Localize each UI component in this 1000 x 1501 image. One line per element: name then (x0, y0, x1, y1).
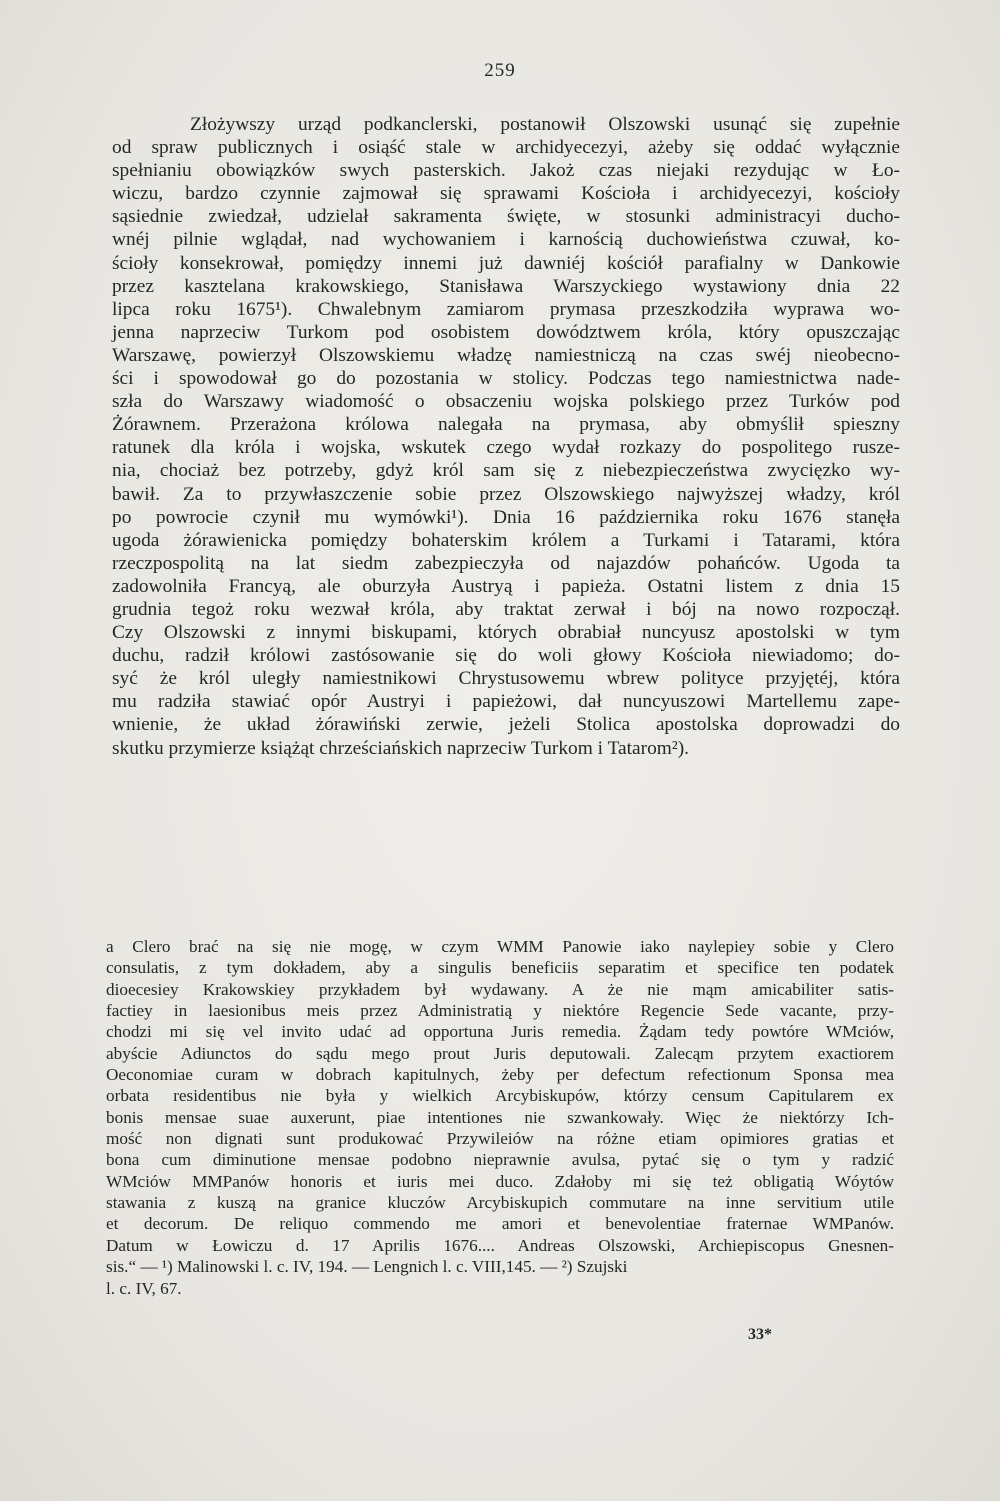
main-text-line: wnienie, że układ żórawiński zerwie, jeżeli Stolica apostolska doprowadzi do (112, 714, 900, 736)
main-text-line: Żórawnem. Przerażona królowa nalegała na prymasa, aby obmyślił spieszny (112, 414, 900, 436)
footnote-line: a Clero brać na się nie mogę, w czym WMM Panowie iako naylepiey sobie y Clero (106, 937, 894, 956)
signature-mark: 33* (748, 1326, 772, 1343)
footnote-line: consulatis, z tym dokładem, aby a singulis beneficiis separatim et specifice ten podatek (106, 958, 894, 978)
main-text-line: wnéj pilnie wglądał, nad wychowaniem i karnością duchowieństwa czuwał, ko- (112, 229, 900, 251)
main-text-line: spełnianiu obowiązków swych pasterskich. Jakoż czas niejaki rezydując w Ło- (112, 160, 900, 182)
main-text-line: lipca roku 1675¹). Chwalebnym zamiarom prymasa przeszkodziła wyprawa wo- (112, 298, 900, 320)
main-text-line: sąsiednie zwiedzał, udzielał sakramenta święte, w stosunki administracyi ducho- (112, 206, 900, 228)
main-text-line: skutku przymierze książąt chrześciańskich naprzeciw Turkom i Tatarom²). (112, 737, 690, 759)
footnote-line: chodzi mi się vel invito udać ad opportuna Juris remedia. Żądam tedy powtóre WMciów, (106, 1022, 894, 1042)
main-text-line: ugoda żórawienicka pomiędzy bohaterskim królem a Turkami i Tatarami, która (112, 529, 900, 551)
main-text-line: syć że król uległy namiestnikowi Chrystusowemu wbrew polityce przyjętéj, która (112, 668, 900, 690)
footnote-line: WMciów MMPanów honoris et iuris mei duco. Zdałoby mi się też obligatią Wóytów (106, 1171, 894, 1191)
main-text (112, 113, 900, 760)
footnote-line: bonis mensae suae auxerunt, piae intentiones nie szwankowały. Więc że niektórzy Ich- (106, 1107, 894, 1127)
main-text-line: Warszawę, powierzył Olszowskiemu władzę namiestniczą na czas swéj nieobecno- (112, 344, 900, 366)
main-text-line: mu radziła stawiać opór Austryi i papieżowi, dał nuncyuszowi Martellemu zape- (112, 691, 900, 713)
footnote-line: factiey in laesionibus meis przez Administratią y niektóre Regencie Sede vacante, przy- (106, 1001, 894, 1021)
main-text-line: rzeczpospolitą na lat siedm zabezpieczyła od najazdów pohańców. Ugoda ta (112, 552, 900, 574)
main-text-line: ści i spowodował go do pozostania w stolicy. Podczas tego namiestnictwa nade- (112, 368, 900, 390)
footnote-line: Datum w Łowiczu d. 17 Aprilis 1676.... Andreas Olszowski, Archiepiscopus Gnesnen- (106, 1235, 894, 1255)
footnote-line: stawania z kuszą na granice kluczów Arcybiskupich commutare na inne servitium utile (106, 1193, 894, 1213)
footnote-line: dioecesiey Krakowskiey przykładem był wydawany. A że nie mąm amicabiliter satis- (106, 979, 894, 999)
footnote-line: l. c. IV, 67. (106, 1278, 182, 1298)
main-text-line: grudnia tegoż roku wezwał króla, aby traktat zerwał i bój na nowo rozpoczął. (112, 598, 900, 620)
main-text-line: po powrocie czynił mu wymówki¹). Dnia 16 października roku 1676 stanęła (112, 506, 900, 528)
main-text-line: ścioły konsekrował, pomiędzy innemi już dawniéj kościół parafialny w Dankowie (112, 252, 900, 274)
main-text-line: duchu, radził królowi zastósowanie się do woli głowy Kościoła niewiadomo; do- (112, 645, 900, 667)
main-text-line: nia, chociaż bez potrzeby, gdyż król sam się z niebezpieczeństwa zwycięzko wy- (112, 460, 900, 482)
footnote-line: orbata residentibus nie była y wielkich Arcybiskupów, którzy censum Capitularem ex (106, 1086, 894, 1106)
main-text-line: Złożywszy urząd podkanclerski, postanowił Olszowski usunąć się zupełnie (190, 114, 900, 135)
main-text-line: jenna naprzeciw Turkom pod osobistem dowództwem króla, który opuszczając (112, 321, 900, 343)
main-text-line: Czy Olszowski z innymi biskupami, których obrabiał nuncyusz apostolski w tym (112, 622, 900, 644)
page-number: 259 (484, 60, 516, 81)
footnote-line: bona cum diminutione mensae podobno nieprawnie avulsa, pytać się o tym y radzić (106, 1150, 894, 1170)
main-text-line: wiczu, bardzo czynnie zajmował się sprawami Kościoła i archidyecezyi, kościoły (112, 183, 900, 205)
footnotes (106, 936, 894, 1299)
main-text-line: przez kasztelana krakowskiego, Stanisława Warszyckiego wystawiony dnia 22 (112, 275, 900, 297)
footnote-line: Oeconomiae curam w dobrach kapitulnych, żeby per defectum refectionum Sponsa mea (106, 1065, 894, 1085)
main-text-line: ratunek dla króla i wojska, wskutek czego wydał rozkazy do pospolitego rusze- (112, 437, 900, 459)
footnote-line: sis.“ — ¹) Malinowski l. c. IV, 194. — Lengnich l. c. VIII,145. — ²) Szujski (106, 1257, 628, 1277)
main-text-line: zadowolniła Francyą, ale oburzyła Austryą i papieża. Ostatni listem z dnia 15 (112, 575, 900, 597)
main-text-line: szła do Warszawy wiadomość o obsaczeniu wojska polskiego przez Turków pod (112, 391, 900, 413)
footnote-line: et decorum. De reliquo commendo me amori et benevolentiae fraternae WMPanów. (106, 1214, 894, 1234)
footnote-line: abyście Adiunctos do sądu mego prout Juris deputowali. Zalecąm przytem exactiorem (106, 1043, 894, 1063)
footnote-line: mość non dignati sunt produkować Przywileiów na różne etiam opimiores gratias et (106, 1129, 894, 1149)
main-text-line: od spraw publicznych i osiąść stale w archidyecezyi, ażeby się oddać wyłącznie (112, 137, 900, 159)
main-text-line: bawił. Za to przywłaszczenie sobie przez Olszowskiego najwyższej władzy, król (112, 483, 900, 505)
